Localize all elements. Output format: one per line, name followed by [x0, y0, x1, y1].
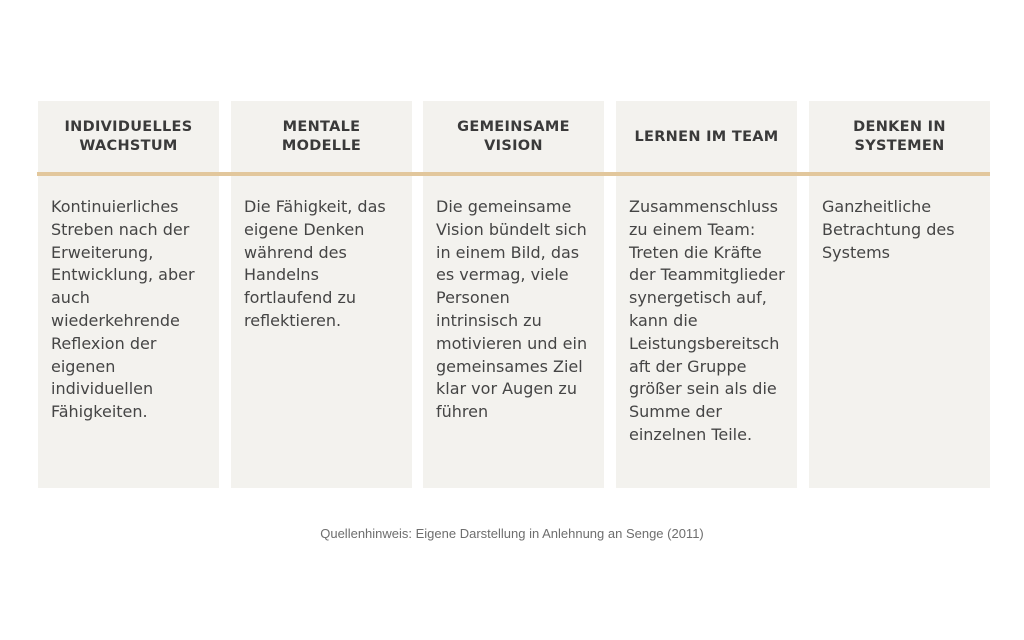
- column-description: Kontinuierliches Streben nach der Erweiterung, Entwicklung, aber auch wiederkehrende Reflexion der eigenen individuellen Fähigkeiten.: [51, 197, 195, 422]
- column-header-shared-vision: [423, 101, 604, 173]
- column-description: Zusammenschluss zu einem Team: Treten die Kräfte der Teammitglieder synergetisch auf, kann die Leistungsbereitschaft der Gruppe größer sein als die Summe der einzelnen Teile.: [629, 197, 785, 444]
- column-title: LERNEN IM TEAM: [634, 128, 779, 145]
- body-row: [38, 176, 990, 488]
- column-header-mental-models: [231, 101, 412, 173]
- column-header-individual-growth: [38, 101, 219, 173]
- header-row: [38, 101, 990, 173]
- column-title: GEMEINSAME VISION: [457, 119, 570, 154]
- column-body-mental-models: [231, 176, 412, 488]
- column-title: DENKEN IN SYSTEMEN: [853, 119, 946, 154]
- column-description: Die Fähigkeit, das eigene Denken während des Handelns fortlaufend zu reflektieren.: [244, 197, 386, 330]
- column-body-systems-thinking: [809, 176, 990, 488]
- column-description: Die gemeinsame Vision bündelt sich in einem Bild, das es vermag, viele Personen intrinsisch zu motivieren und ein gemeinsames Ziel klar vor Augen zu führen: [436, 197, 588, 422]
- column-body-shared-vision: [423, 176, 604, 488]
- column-header-systems-thinking: [809, 101, 990, 173]
- column-title: INDIVIDUELLES WACHSTUM: [64, 119, 193, 154]
- column-body-team-learning: [616, 176, 797, 488]
- column-description: Ganzheitliche Betrachtung des Systems: [822, 197, 955, 262]
- source-note: Quellenhinweis: Eigene Darstellung in Anlehnung an Senge (2011): [320, 526, 704, 541]
- column-body-individual-growth: [38, 176, 219, 488]
- column-title: MENTALE MODELLE: [281, 119, 362, 154]
- column-header-team-learning: [616, 101, 797, 173]
